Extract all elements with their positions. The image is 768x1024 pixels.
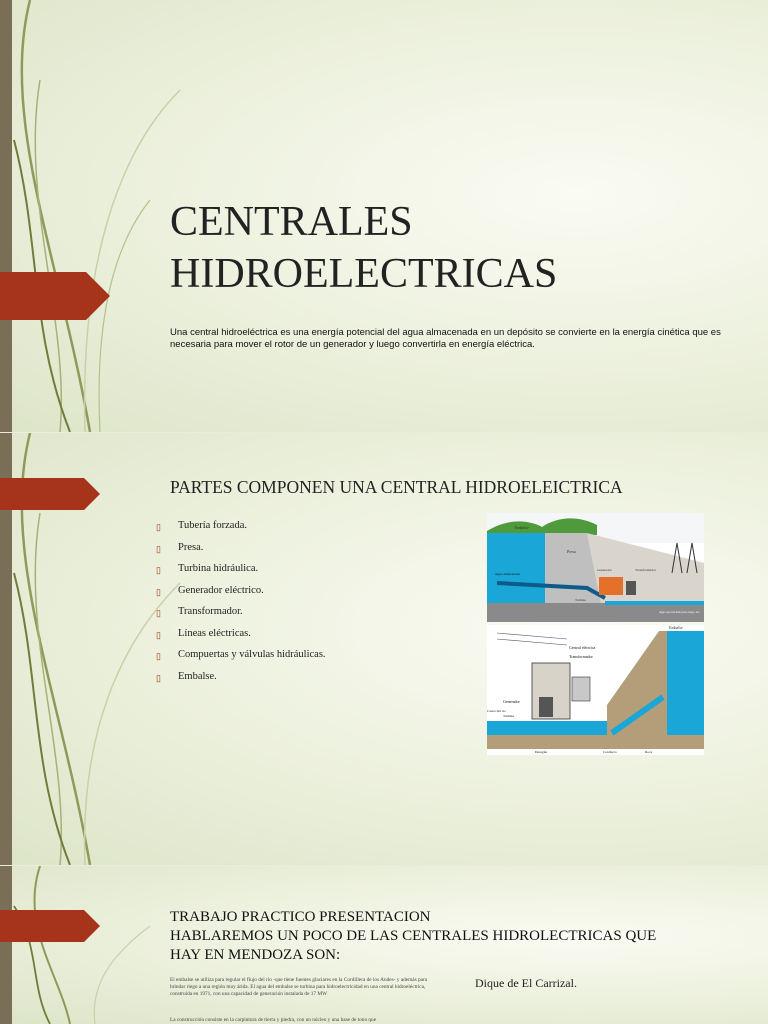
slide-3-paragraph: El embalse se utiliza para regular el flujo del río -que tiene fuentes glaciares en la Cordillera de los Andes- y además para brindar riego a una región muy árida. El agua del embalse se turbina para hidroelectricidad en una central hidroeléctrica, construida en 1971, con una capacidad de generación instalada de 17 MW <box>170 977 428 998</box>
bullet-icon: ▯ <box>156 565 161 575</box>
slide-3-paragraph-2: La construcción consiste en la carpintura de tierra y piedra, con un núcleo y una base de tono que <box>170 1017 377 1023</box>
label-agua-aprovechada: Agua aprovechada para riego, etc. <box>659 610 700 614</box>
label-transformador: Transformador <box>635 568 656 572</box>
title-line-2: HIDROELECTRICAS <box>170 251 558 297</box>
label-presa: Presa <box>567 549 576 554</box>
label-transformador-2: Transformador <box>569 654 593 659</box>
bullet-icon: ▯ <box>156 608 161 618</box>
label-turbina: Turbina <box>575 598 586 602</box>
bullet-icon: ▯ <box>156 586 161 597</box>
slide-2-title: PARTES COMPONEN UNA CENTRAL HIDROELEICTRICA <box>170 477 623 497</box>
label-roca: Roca <box>645 750 653 754</box>
left-edge-bar <box>0 866 12 1024</box>
bullet-icon: ▯ <box>156 543 161 554</box>
slide-description: Una central hidroeléctrica es una energía potencial del agua almacenada en un depósito se convierte en la energía cinética que es necesaria para mover el rotor de un generador y luego convertirla en energía eléctrica. <box>170 327 721 350</box>
bullet-icon: ▯ <box>156 522 161 532</box>
list-item: ▯ Turbina hidráulica. <box>156 563 259 575</box>
label-generador-2: Generador <box>503 699 520 704</box>
list-item: ▯ Embalse. <box>156 670 217 683</box>
dam-diagram-1 <box>487 513 704 622</box>
label-embalse-2: Embalse <box>669 625 683 630</box>
slide-1 <box>0 0 768 432</box>
slide-3-title <box>170 908 656 965</box>
list-item: ▯ Transformador. <box>156 606 243 618</box>
parts-list <box>156 519 326 691</box>
list-item: ▯ Generador eléctrico. <box>156 584 264 597</box>
label-desague: Desagüe <box>535 750 548 754</box>
label-agua-almacenada: Agua almacenada <box>495 572 520 576</box>
dique-label: Dique de El Carrizal. <box>475 976 577 990</box>
slide-title <box>170 196 557 300</box>
label-turbina-2: Turbina <box>503 714 514 718</box>
bullet-icon: ▯ <box>156 651 161 661</box>
list-item: ▯ Líneas eléctricas. <box>156 627 251 640</box>
accent-arrow <box>0 478 100 510</box>
bullet-icon: ▯ <box>156 629 161 640</box>
list-item: ▯ Compuertas y válvulas hidráulicas. <box>156 649 326 661</box>
title-line-2: HABLAREMOS UN POCO DE LAS CENTRALES HIDROLECTRICAS QUE <box>170 928 657 944</box>
list-item: ▯ Presa. <box>156 541 204 554</box>
dam-diagram-2 <box>487 625 704 755</box>
accent-arrow <box>0 272 110 320</box>
accent-arrow <box>0 910 100 942</box>
bullet-icon: ▯ <box>156 672 161 683</box>
label-conducto: Conducto <box>603 750 617 754</box>
list-item: ▯ Tubería forzada. <box>156 520 248 532</box>
label-generador: Generador <box>597 568 612 572</box>
label-central-electrica: Central eléctrica <box>569 645 596 650</box>
title-line-1: TRABAJO PRACTICO PRESENTACION <box>170 909 431 925</box>
label-cauce: Cauce del río <box>487 709 506 713</box>
left-edge-bar <box>0 0 12 432</box>
title-line-1: CENTRALES <box>170 199 413 245</box>
label-embalse: Embalse <box>515 525 529 530</box>
title-line-3: HAY EN MENDOZA SON: <box>170 947 341 963</box>
